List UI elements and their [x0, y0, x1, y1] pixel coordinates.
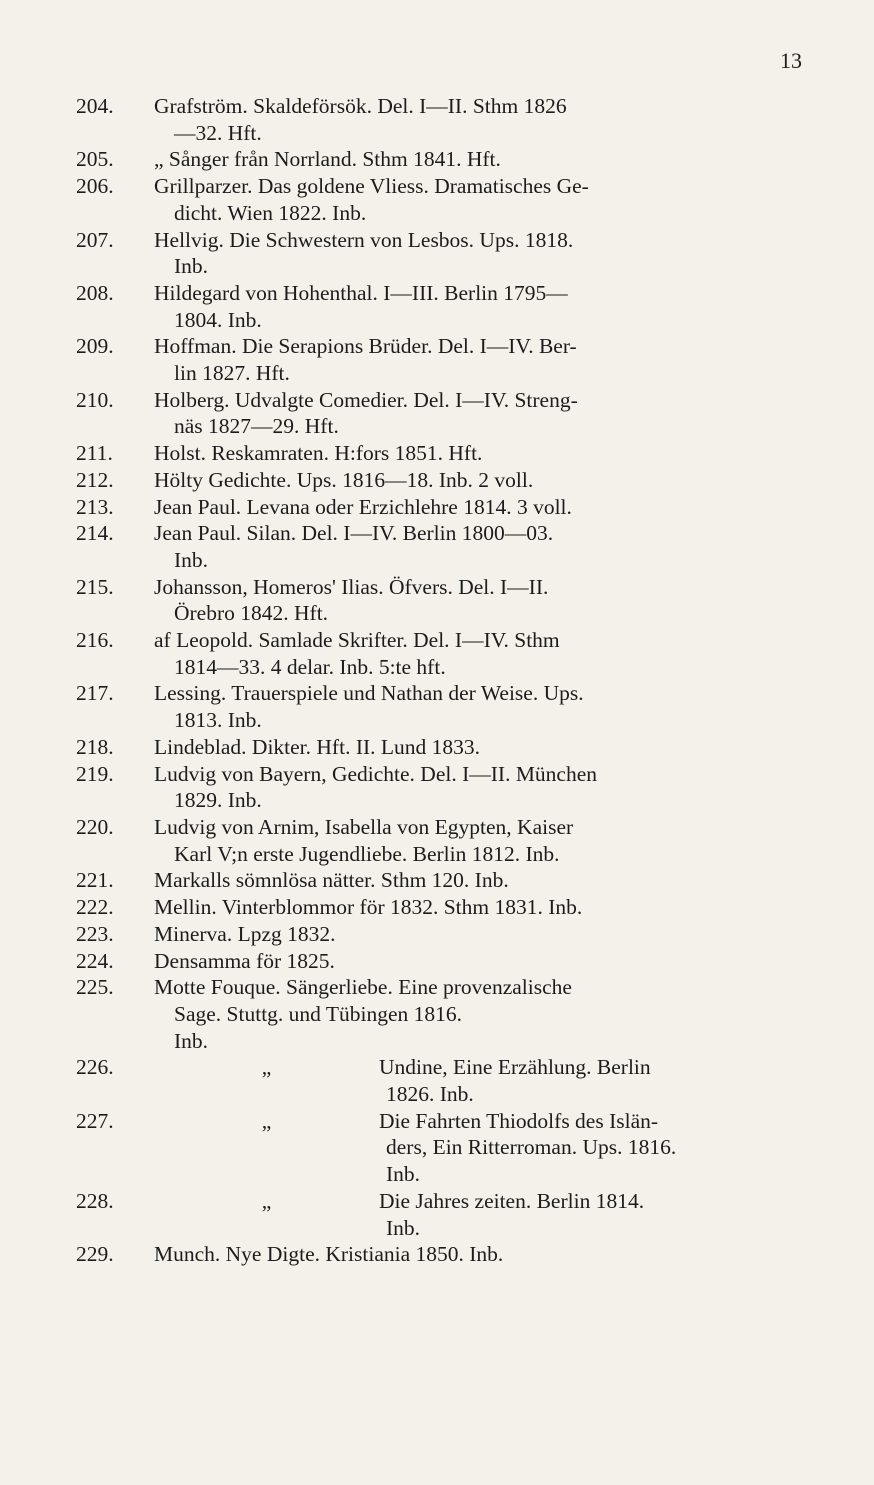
catalog-entry: [76, 734, 828, 761]
entry-text: [154, 146, 828, 173]
entry-number: 208.: [76, 280, 114, 305]
entry-line: Hölty Gedichte. Ups. 1816—18. Inb. 2 voll.: [154, 467, 534, 492]
entry-line: Densamma för 1825.: [154, 948, 335, 973]
entry-line: Karl V;n erste Jugendliebe. Berlin 1812. Inb.: [174, 841, 560, 866]
catalog-entry: [76, 814, 828, 867]
entry-line: Inb.: [386, 1162, 421, 1187]
entry-line: Örebro 1842. Hft.: [174, 601, 329, 626]
page-number: 13: [780, 48, 802, 73]
entry-text: [154, 974, 828, 1054]
entry-text: [154, 1188, 828, 1241]
entry-line: 1804. Inb.: [174, 307, 262, 332]
entry-line: Holst. Reskamraten. H:fors 1851. Hft.: [154, 441, 483, 466]
entry-text: [154, 734, 828, 761]
catalog-entry: [76, 680, 828, 733]
entry-line: —32. Hft.: [174, 120, 262, 145]
entry-line: Munch. Nye Digte. Kristiania 1850. Inb.: [154, 1242, 504, 1267]
entry-number: 212.: [76, 467, 114, 492]
ditto-mark: „: [261, 1108, 272, 1133]
entry-line: Ludvig von Arnim, Isabella von Egypten, Kaiser: [154, 814, 574, 839]
entry-number: 207.: [76, 227, 114, 252]
catalog-entry: [76, 173, 828, 226]
entry-line: Undine, Eine Erzählung. Berlin: [379, 1055, 651, 1080]
entry-number: 204.: [76, 94, 114, 118]
entry-number: 213.: [76, 494, 114, 519]
entry-number: 214.: [76, 521, 114, 546]
catalog-entry: [76, 440, 828, 467]
catalog-entry: [76, 921, 828, 948]
entry-text: [154, 333, 828, 386]
ditto-mark: „: [261, 1055, 272, 1080]
entry-text: [154, 680, 828, 733]
entry-line: 1829. Inb.: [174, 788, 262, 813]
entry-number: 220.: [76, 814, 114, 839]
entry-line: Lindeblad. Dikter. Hft. II. Lund 1833.: [154, 734, 481, 759]
entry-text: [154, 627, 828, 680]
entry-text: [154, 280, 828, 333]
catalog-entry: [76, 467, 828, 494]
catalog-entry: [76, 280, 828, 333]
entry-line: Jean Paul. Silan. Del. I—IV. Berlin 1800—03.: [154, 521, 554, 546]
entry-line: Grillparzer. Das goldene Vliess. Dramatisches Ge-: [154, 174, 589, 199]
entry-text: [154, 227, 828, 280]
catalog-entry: [76, 974, 828, 1054]
entry-number: 206.: [76, 174, 114, 199]
entry-number: 205.: [76, 147, 114, 172]
entry-text: [154, 1241, 828, 1268]
entry-line: 1814—33. 4 delar. Inb. 5:te hft.: [174, 654, 446, 679]
entry-number: 226.: [76, 1055, 114, 1080]
entry-line: Mellin. Vinterblommor för 1832. Sthm 1831. Inb.: [154, 895, 583, 920]
entry-line: Inb.: [174, 1028, 209, 1053]
entry-text: [154, 440, 828, 467]
entry-number: 209.: [76, 334, 114, 359]
entry-line: Johansson, Homeros' Ilias. Öfvers. Del. I—II.: [154, 574, 549, 599]
entry-text: [154, 867, 828, 894]
entry-line: 1813. Inb.: [174, 708, 262, 733]
catalog-entry: [76, 761, 828, 814]
entry-line: Sage. Stuttg. und Tübingen 1816.: [174, 1001, 463, 1026]
catalog-entries: [76, 93, 828, 1268]
entry-line: dicht. Wien 1822. Inb.: [174, 200, 367, 225]
entry-number: 217.: [76, 681, 114, 706]
entry-number: 210.: [76, 387, 114, 412]
entry-text: [154, 761, 828, 814]
catalog-entry: [76, 227, 828, 280]
entry-text: [154, 494, 828, 521]
entry-number: 229.: [76, 1242, 114, 1267]
entry-text: [154, 387, 828, 440]
entry-line: Jean Paul. Levana oder Erzichlehre 1814. 3 voll.: [154, 494, 572, 519]
entry-line: Grafström. Skaldeförsök. Del. I—II. Sthm 1826: [154, 94, 567, 118]
catalog-entry: [76, 520, 828, 573]
catalog-entry: [76, 627, 828, 680]
entry-line: Lessing. Trauerspiele und Nathan der Weise. Ups.: [154, 681, 584, 706]
entry-line: Hellvig. Die Schwestern von Lesbos. Ups. 1818.: [154, 227, 574, 252]
entry-text: [154, 1108, 828, 1188]
ditto-entry-group: [76, 1054, 828, 1241]
entry-line: af Leopold. Samlade Skrifter. Del. I—IV. Sthm: [154, 628, 560, 653]
entry-line: Motte Fouque. Sängerliebe. Eine provenzalische: [154, 975, 572, 1000]
entry-number: 216.: [76, 628, 114, 653]
entry-line: 1826. Inb.: [386, 1082, 474, 1107]
ditto-line: [154, 1054, 828, 1081]
catalog-entry: [76, 867, 828, 894]
entry-number: 224.: [76, 948, 114, 973]
catalog-entry: [76, 387, 828, 440]
entry-line: Die Jahres zeiten. Berlin 1814.: [379, 1188, 645, 1213]
entry-line: lin 1827. Hft.: [174, 361, 290, 386]
catalog-entry: [76, 1108, 828, 1188]
entry-number: 227.: [76, 1108, 114, 1133]
entry-line: Minerva. Lpzg 1832.: [154, 921, 336, 946]
entry-line: Inb.: [174, 254, 209, 279]
entry-line: „ Sånger från Norrland. Sthm 1841. Hft.: [154, 147, 501, 172]
entry-line: ders, Ein Ritterroman. Ups. 1816.: [386, 1135, 677, 1160]
entry-text: [154, 574, 828, 627]
entry-number: 218.: [76, 734, 114, 759]
entry-line: Markalls sömnlösa nätter. Sthm 120. Inb.: [154, 868, 509, 893]
entry-text: [154, 467, 828, 494]
entry-text: [154, 520, 828, 573]
entry-group: [76, 93, 828, 1054]
entry-text: [154, 93, 828, 146]
catalog-entry: [76, 894, 828, 921]
catalog-entry: [76, 1241, 828, 1268]
entry-number: 211.: [76, 441, 113, 466]
entry-line: Ludvig von Bayern, Gedichte. Del. I—II. München: [154, 761, 598, 786]
entry-number: 215.: [76, 574, 114, 599]
catalog-entry: [76, 574, 828, 627]
catalog-entry: [76, 93, 828, 146]
entry-text: [154, 921, 828, 948]
entry-text: [154, 894, 828, 921]
entry-line: Holberg. Udvalgte Comedier. Del. I—IV. Streng-: [154, 387, 578, 412]
entry-number: 223.: [76, 921, 114, 946]
entry-line: Inb.: [174, 547, 209, 572]
entry-line: Hoffman. Die Serapions Brüder. Del. I—IV. Ber-: [154, 334, 577, 359]
entry-number: 219.: [76, 761, 114, 786]
catalog-entry: [76, 1188, 828, 1241]
entry-line: Inb.: [386, 1215, 421, 1240]
entry-line: Die Fahrten Thiodolfs des Islän-: [379, 1108, 659, 1133]
entry-text: [154, 1054, 828, 1107]
catalog-entry: [76, 494, 828, 521]
entry-line: Hildegard von Hohenthal. I—III. Berlin 1795—: [154, 280, 568, 305]
ditto-line: [154, 1188, 828, 1215]
entry-number: 221.: [76, 868, 114, 893]
last-entry-group: [76, 1241, 828, 1268]
entry-number: 225.: [76, 975, 114, 1000]
ditto-mark: „: [261, 1188, 272, 1213]
catalog-entry: [76, 333, 828, 386]
catalog-entry: [76, 146, 828, 173]
entry-number: 228.: [76, 1188, 114, 1213]
entry-text: [154, 814, 828, 867]
ditto-line: [154, 1108, 828, 1135]
entry-text: [154, 948, 828, 975]
entry-number: 222.: [76, 895, 114, 920]
catalog-entry: [76, 948, 828, 975]
catalog-entry: [76, 1054, 828, 1107]
entry-line: näs 1827—29. Hft.: [174, 414, 339, 439]
entry-text: [154, 173, 828, 226]
